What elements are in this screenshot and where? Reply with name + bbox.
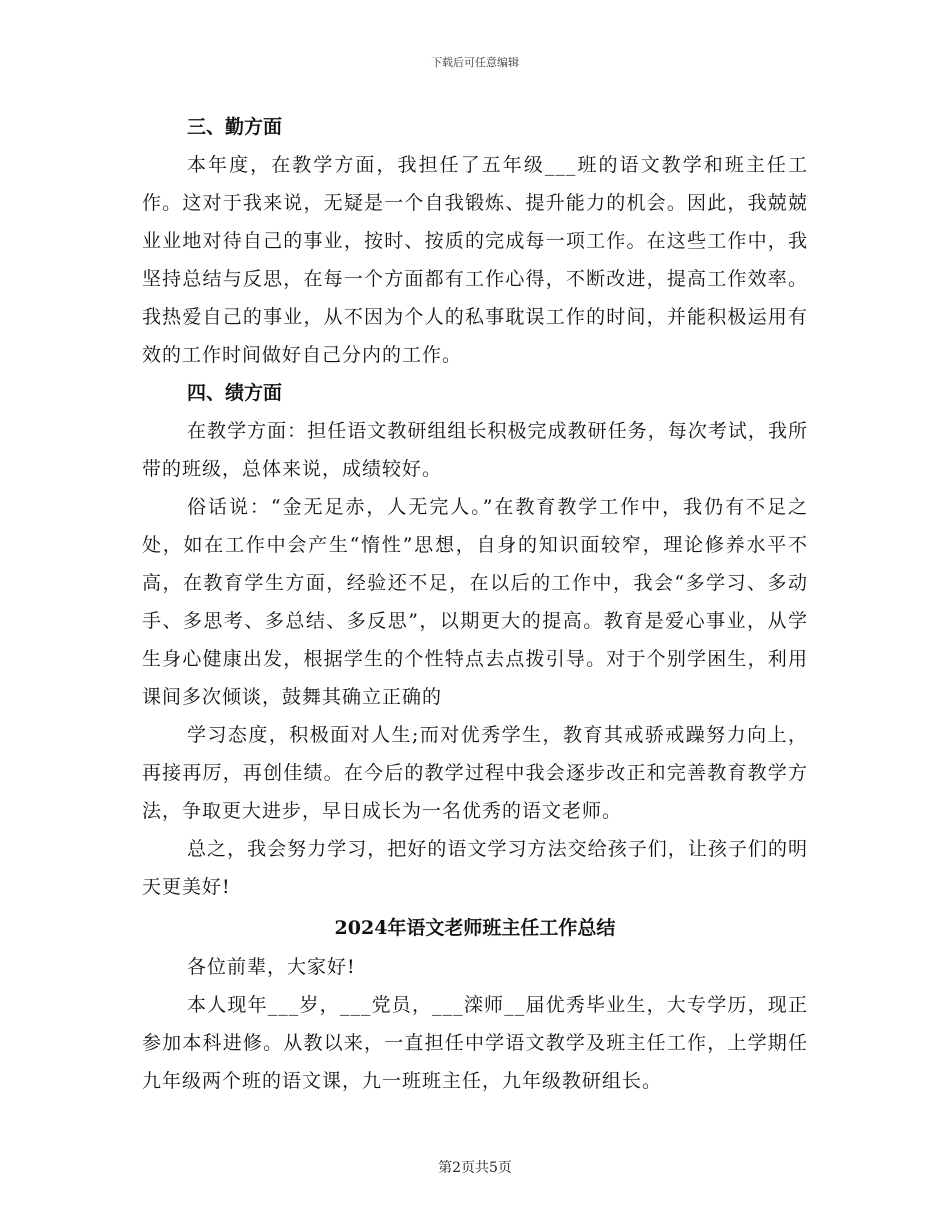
section-title-qin: 三、勤方面 [187,116,283,138]
paragraph: 本人现年___岁，___党员，___滦师__届优秀毕业生，大专学历，现正参加本科进修。从教以来，一直担任中学语文教学及班主任工作，上学期任九年级两个班的语文课，九一班班主任，九年级教研组长。 [142,994,808,1092]
paragraph: 本年度，在教学方面，我担任了五年级___班的语文教学和班主任工作。这对于我来说，无疑是一个自我锻炼、提升能力的机会。因此，我兢兢业业地对待自己的事业，按时、按质的完成每一项工作。在这些工作中，我坚持总结与反思，在每一个方面都有工作心得，不断改进，提高工作效率。我热爱自己的事业，从不因为个人的私事耽误工作的时间，并能积极运用有效的工作时间做好自己分内的工作。 [142,154,808,366]
paragraph: 总之，我会努力学习，把好的语文学习方法交给孩子们，让孩子们的明天更美好! [142,838,808,898]
page-footer: 第2页共5页 [438,1160,512,1176]
paragraph: 俗话说：“金无足赤，人无完人。”在教育教学工作中，我仍有不足之处，如在工作中会产生“惰性”思想，自身的知识面较窄，理论修养水平不高，在教育学生方面，经验还不足，在以后的工作中，我会“多学习、多动手、多思考、多总结、多反思”，以期更大的提高。教育是爱心事业，从学生身心健康出发，根据学生的个性特点去点拨引导。对于个别学困生，利用课间多次倾谈，鼓舞其确立正确的 [142,496,808,708]
document-heading: 2024年语文老师班主任工作总结 [334,917,616,939]
paragraph: 学习态度，积极面对人生;而对优秀学生，教育其戒骄戒躁努力向上，再接再厉，再创佳绩。在今后的教学过程中我会逐步改正和完善教育教学方法，争取更大进步，早日成长为一名优秀的语文老师。 [142,724,808,822]
header-note: 下载后可任意编辑 [431,56,519,69]
greeting: 各位前辈，大家好! [187,956,356,978]
document-body [142,108,808,1100]
section-title-ji: 四、绩方面 [187,382,283,404]
paragraph: 在教学方面：担任语文教研组组长积极完成教研任务，每次考试，我所带的班级，总体来说，成绩较好。 [142,420,808,480]
